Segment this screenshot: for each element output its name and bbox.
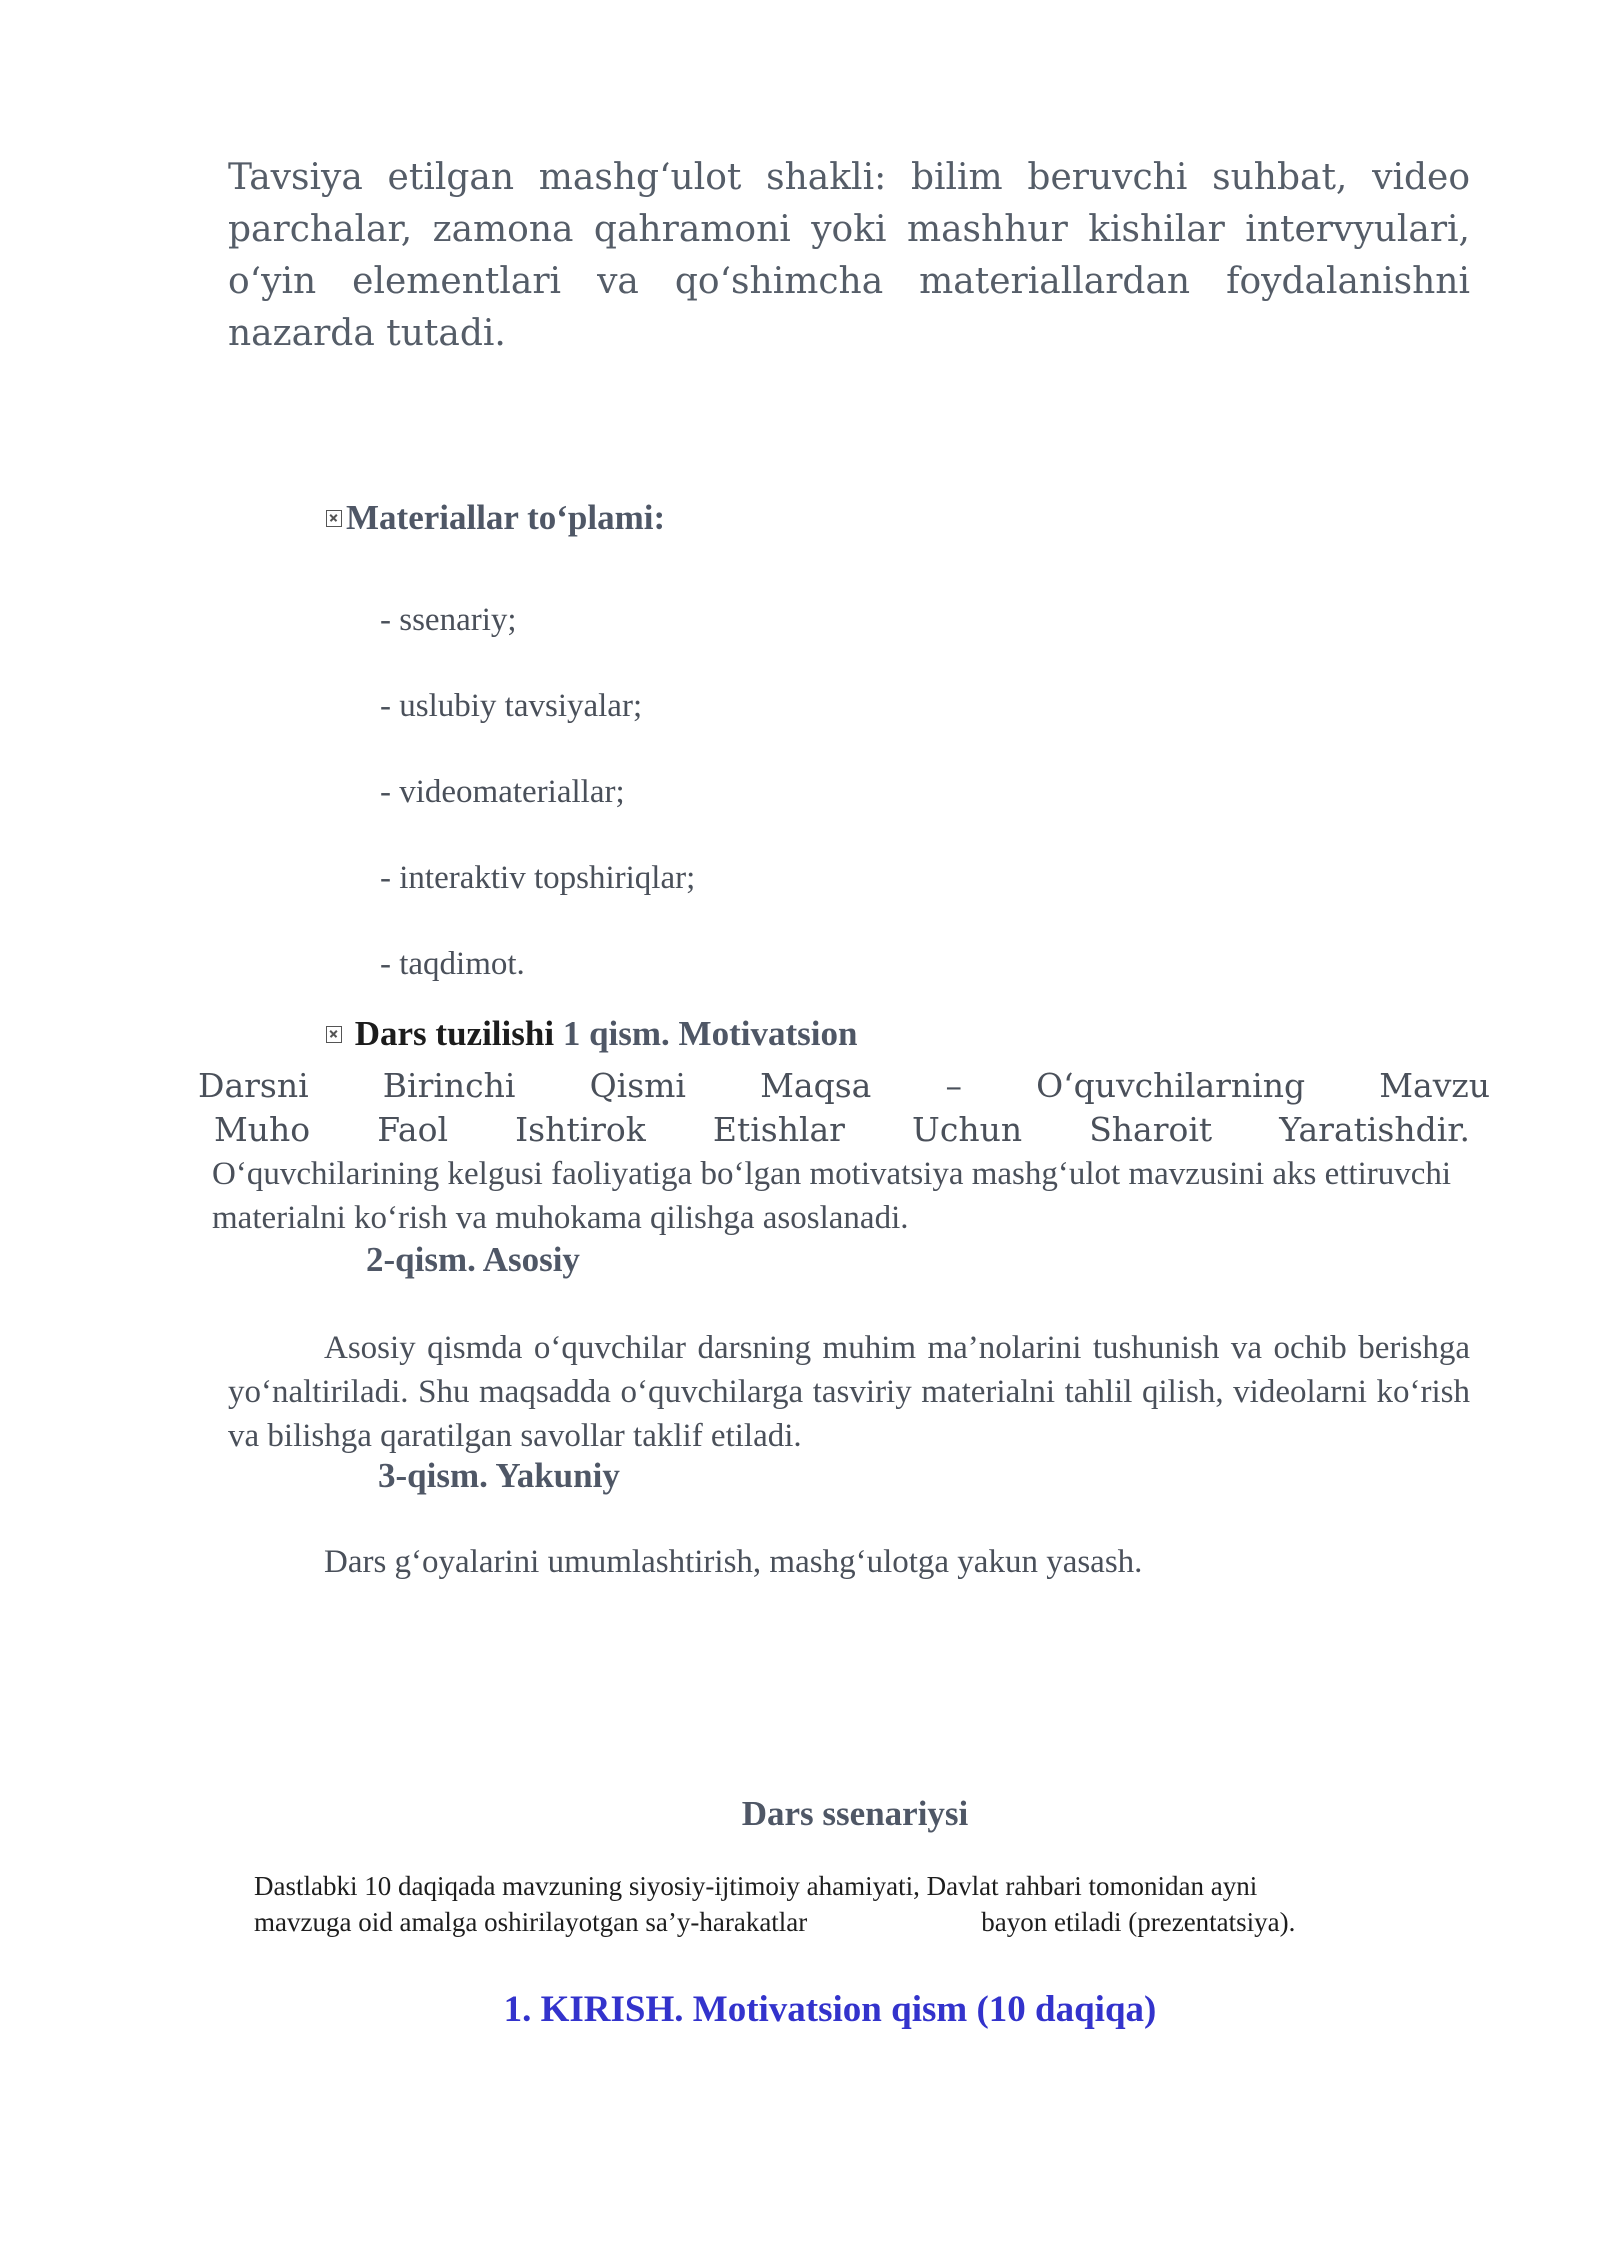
list-item: - interaktiv topshiriqlar; (380, 860, 696, 896)
list-item: - ssenariy; (380, 602, 517, 638)
goal-word: Yaratishdir. (1279, 1110, 1470, 1149)
goal-word: Qismi (589, 1066, 686, 1105)
scenario-line-2b: bayon etiladi (prezentatsiya). (981, 1907, 1296, 1937)
goal-word: Uchun (912, 1110, 1023, 1149)
intro-paragraph: Tavsiya etilgan mashg‘ulot shakli: bilim beruvchi suhbat, video parchalar, zamona qahramoni yoki mashhur kishilar intervyulari, o‘yin elementlari va qo‘shimcha materiallardan foydalanishni nazarda tutadi. (228, 157, 1470, 354)
kirish-heading: 1. KIRISH. Motivatsion qism (10 daqiqa) (503, 1989, 1157, 2030)
goal-word: Maqsa (760, 1066, 872, 1105)
part1-heading: 1 qism. Motivatsion (562, 1014, 858, 1053)
list-item: - uslubiy tavsiyalar; (380, 688, 643, 724)
scenario-heading: Dars ssenariysi (741, 1794, 969, 1833)
goal-word: Etishlar (712, 1110, 845, 1149)
goal-word: Sharoit (1089, 1110, 1213, 1149)
lesson-goal-paragraph (198, 1064, 1490, 1152)
checkbox-icon (326, 1026, 342, 1043)
checkbox-icon (326, 510, 342, 527)
list-item: - taqdimot. (380, 946, 525, 982)
materials-heading-text: Materiallar to‘plami: (346, 498, 666, 537)
goal-line-2 (214, 1108, 1470, 1152)
goal-word: – (945, 1066, 962, 1105)
motivation-paragraph: O‘quvchilarining kelgusi faoliyatiga bo‘lgan motivatsiya mashg‘ulot mavzusini aks ettiruvchi materialni ko‘rish va muhokama qilishga asoslanadi. (212, 1156, 1452, 1236)
goal-word: Muho (214, 1110, 311, 1149)
scenario-paragraph (254, 1868, 1514, 1940)
scenario-line-1: Dastlabki 10 daqiqada mavzuning siyosiy-ijtimoiy ahamiyati, Davlat rahbari tomonidan ayni (254, 1871, 1258, 1901)
part2-paragraph: Asosiy qismda o‘quvchilar darsning muhim ma’nolarini tushunish va ochib berishga yo‘naltiriladi. Shu maqsadda o‘quvchilarga tasviriy materialni tahlil qilish, videolarni ko‘rish va bilishga qaratilgan savollar taklif etiladi. (228, 1330, 1470, 1454)
part3-paragraph: Dars g‘oyalarini umumlashtirish, mashg‘ulotga yakun yasash. (324, 1544, 1143, 1580)
goal-word: Faol (377, 1110, 449, 1149)
goal-word: Ishtirok (515, 1110, 646, 1149)
scenario-line-2a: mavzuga oid amalga oshirilayotgan sa’y-harakatlar (254, 1907, 808, 1937)
materials-heading (326, 498, 665, 538)
materials-list (380, 600, 695, 1030)
goal-line-1 (198, 1064, 1490, 1108)
list-item: - videomateriallar; (380, 774, 625, 810)
goal-word: Mavzu (1379, 1066, 1490, 1105)
lesson-structure-heading (326, 1014, 857, 1054)
scenario-line-2 (254, 1904, 1514, 1940)
goal-word: Birinchi (382, 1066, 516, 1105)
goal-word: Darsni (198, 1066, 309, 1105)
part3-heading: 3-qism. Yakuniy (378, 1456, 620, 1495)
lesson-structure-label: Dars tuzilishi (354, 1014, 555, 1053)
part2-heading: 2-qism. Asosiy (366, 1240, 580, 1279)
goal-word: O‘quvchilarning (1036, 1066, 1306, 1105)
